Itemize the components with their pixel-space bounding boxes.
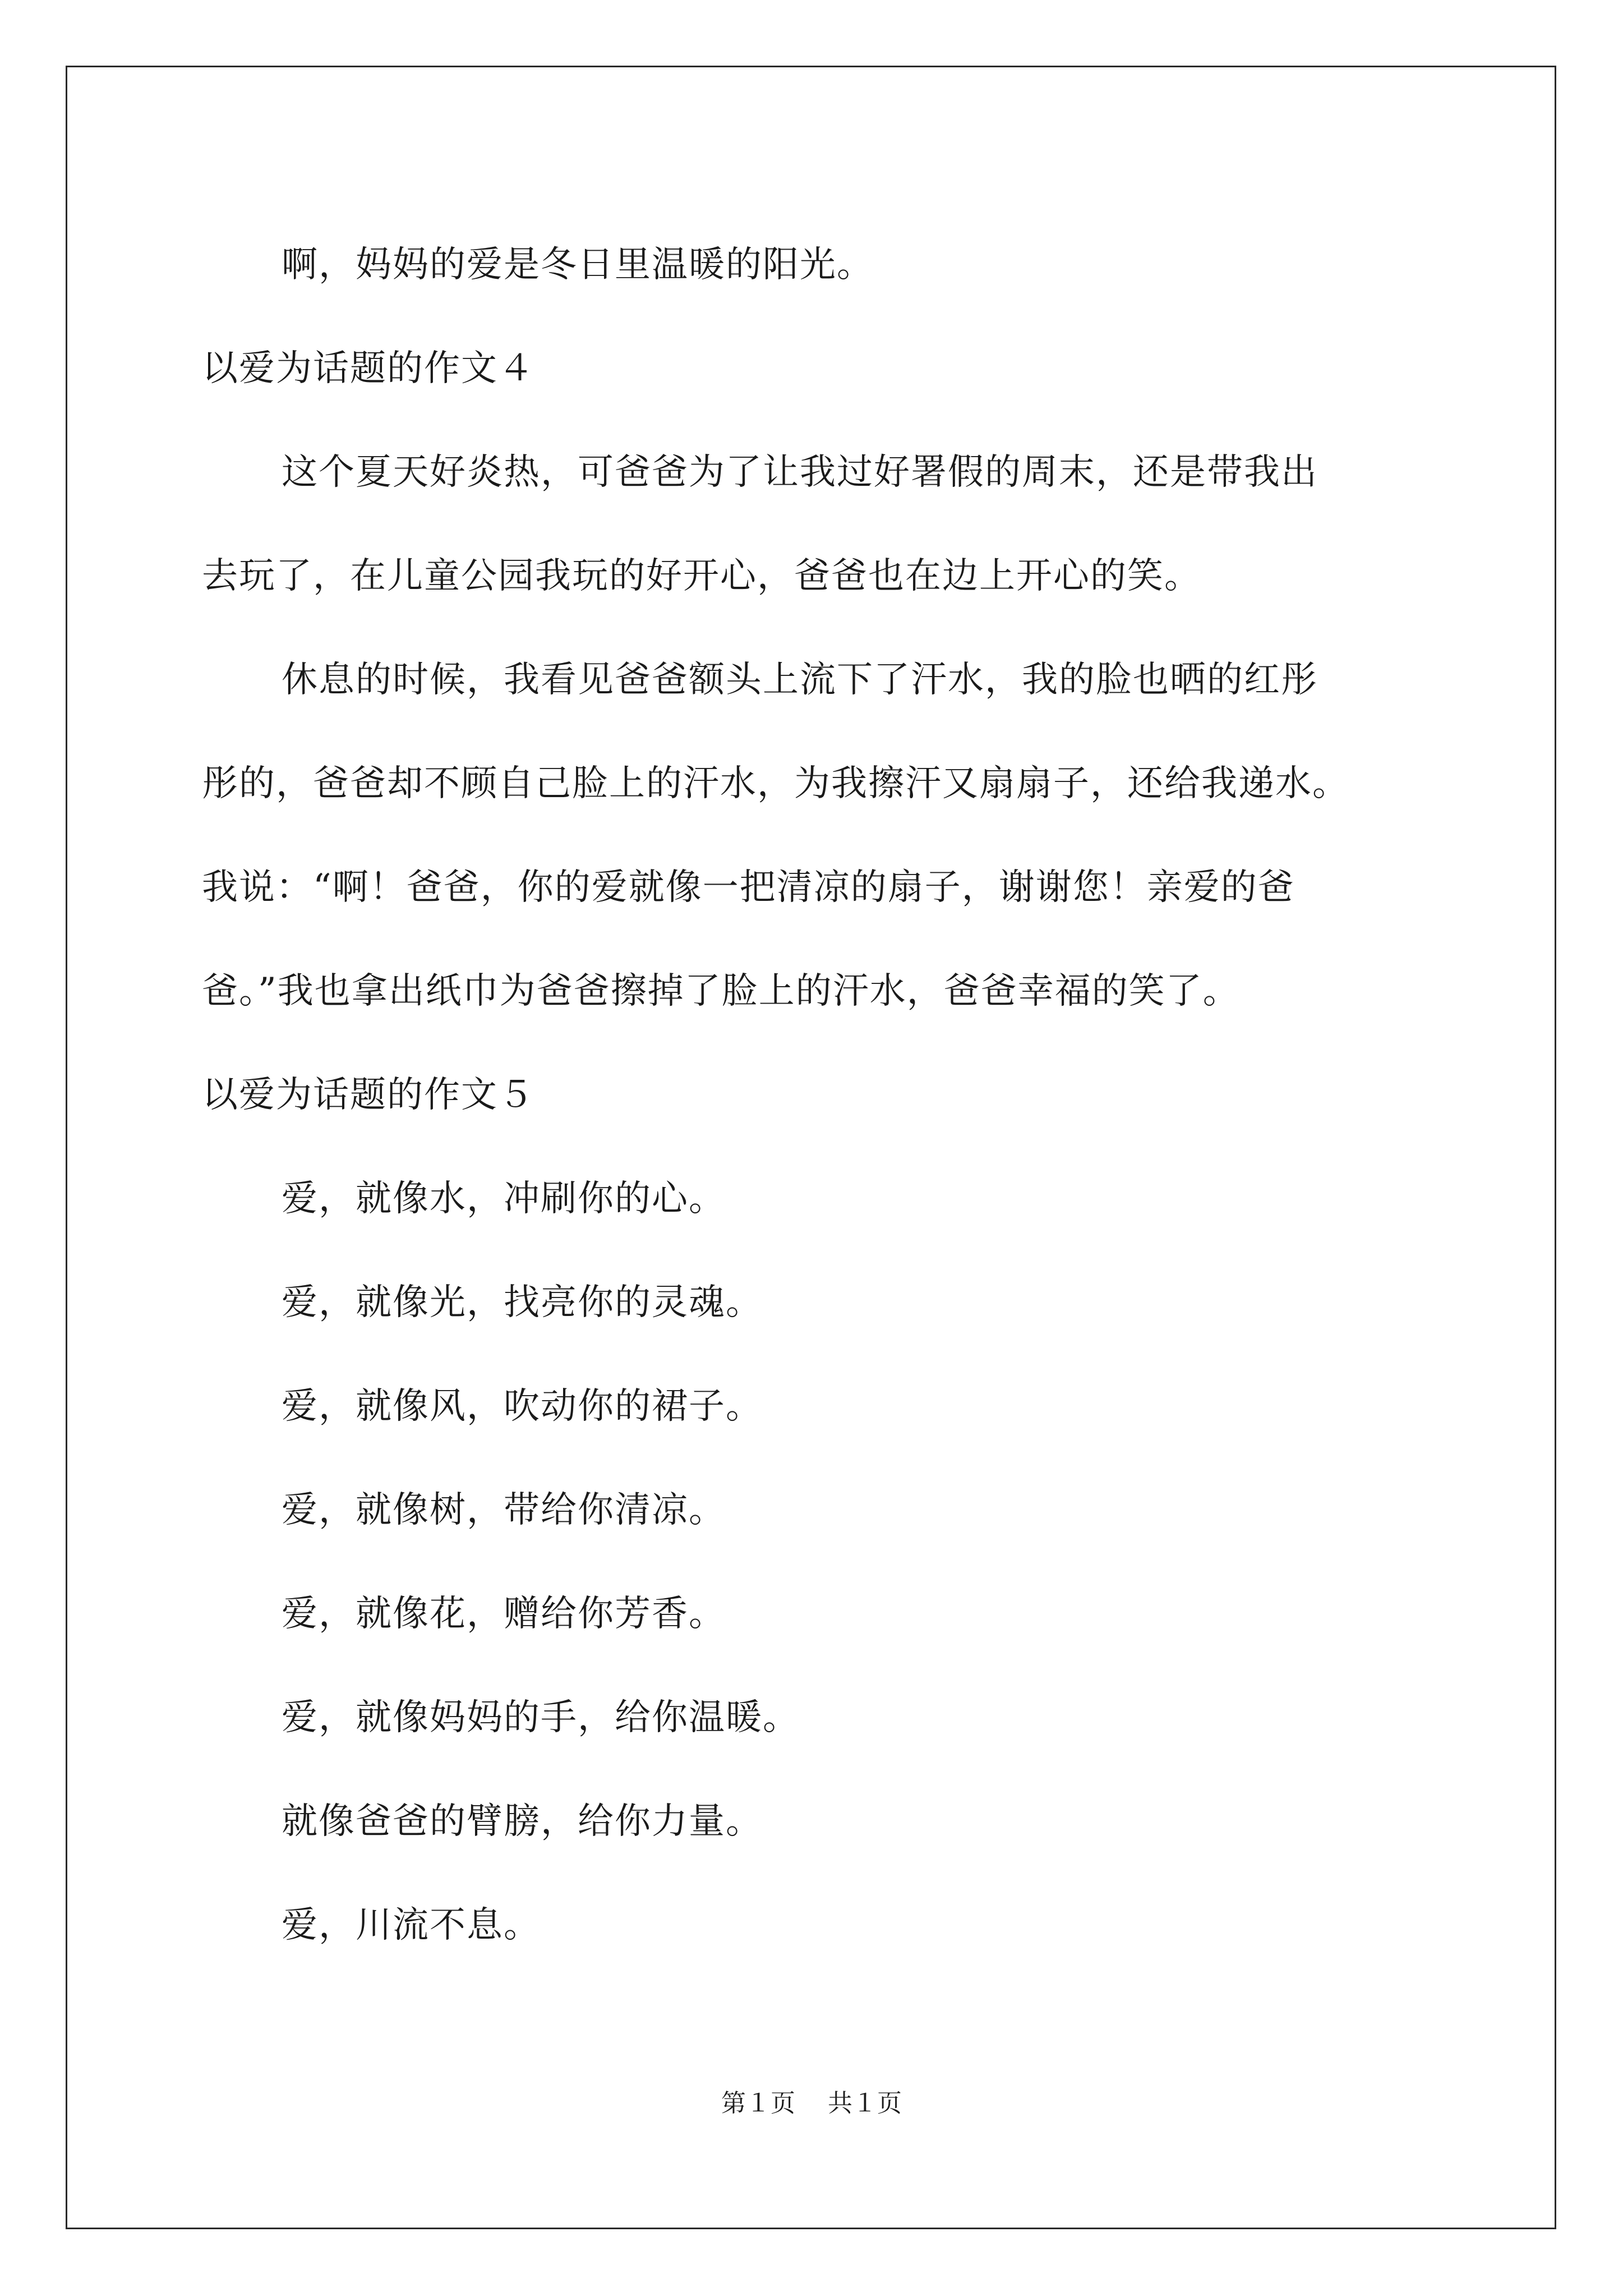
page-footer bbox=[0, 2087, 1623, 2120]
paragraph-line: 爱，就像光，找亮你的灵魂。 bbox=[282, 1282, 763, 1323]
document-body bbox=[202, 213, 1458, 1977]
paragraph-line: 就像爸爸的臂膀，给你力量。 bbox=[282, 1801, 763, 1842]
paragraph-line: 我说：“啊！爸爸，你的爱就像一把清凉的扇子，谢谢您！亲爱的爸 bbox=[202, 867, 1295, 908]
page-number-current: 第１页 bbox=[721, 2089, 795, 2118]
paragraph-line: 去玩了，在儿童公园我玩的好开心，爸爸也在边上开心的笑。 bbox=[202, 555, 1201, 597]
paragraph-line: 爱，就像树，带给你清凉。 bbox=[282, 1489, 726, 1531]
paragraph-line: 爱，川流不息。 bbox=[282, 1904, 541, 1946]
paragraph-line: 爸。”我也拿出纸巾为爸爸擦掉了脸上的汗水，爸爸幸福的笑了。 bbox=[202, 970, 1240, 1012]
section-heading-4: 以爱为话题的作文４ bbox=[202, 348, 535, 389]
section-heading-5: 以爱为话题的作文５ bbox=[202, 1074, 535, 1116]
paragraph-line: 爱，就像妈妈的手，给你温暖。 bbox=[282, 1697, 800, 1738]
page-number-total: 共１页 bbox=[828, 2089, 902, 2118]
paragraph-line: 彤的，爸爸却不顾自己脸上的汗水，为我擦汗又扇扇子，还给我递水。 bbox=[202, 763, 1349, 804]
paragraph-line: 休息的时候，我看见爸爸额头上流下了汗水，我的脸也晒的红彤 bbox=[282, 659, 1318, 701]
paragraph-line: 啊，妈妈的爱是冬日里温暖的阳光。 bbox=[282, 244, 874, 286]
paragraph-line: 爱，就像水，冲刷你的心。 bbox=[282, 1178, 726, 1220]
paragraph-line: 爱，就像风，吹动你的裙子。 bbox=[282, 1386, 763, 1427]
paragraph-line: 爱，就像花，赠给你芳香。 bbox=[282, 1593, 726, 1635]
paragraph-line: 这个夏天好炎热，可爸爸为了让我过好署假的周末，还是带我出 bbox=[282, 452, 1318, 493]
